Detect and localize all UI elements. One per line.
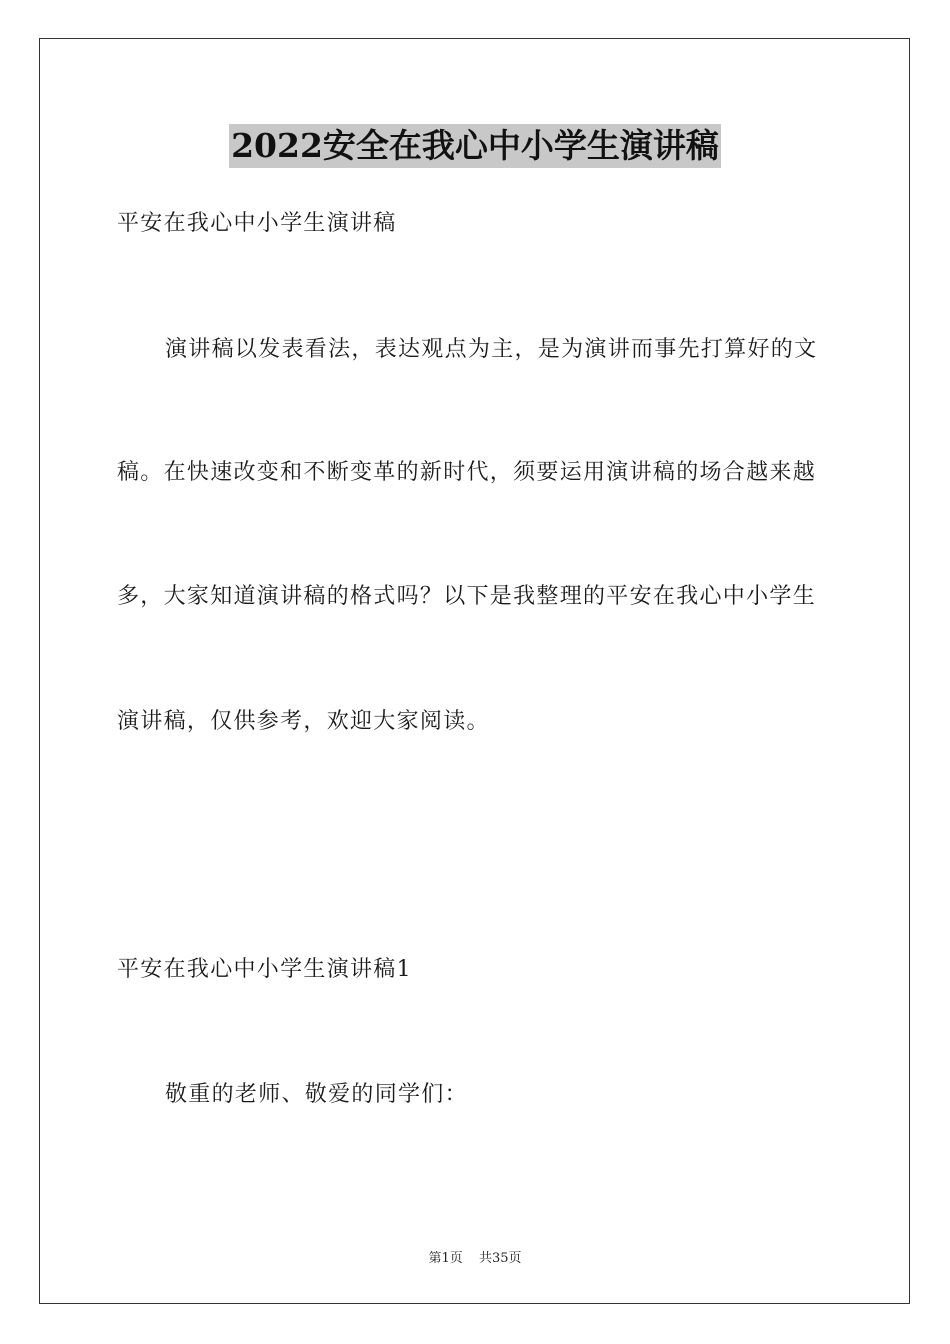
greeting: 敬重的老师、敬爱的同学们： (165, 1082, 468, 1107)
section-heading: 平安在我心中小学生演讲稿1 (117, 957, 412, 982)
document-title: 2022安全在我心中小学生演讲稿 (229, 124, 721, 168)
page-number-total: 共35页 (478, 1251, 522, 1266)
page-number-current: 第1页 (428, 1251, 463, 1266)
page-footer (0, 1247, 950, 1266)
intro-line-1: 演讲稿以发表看法，表达观点为主，是为演讲而事先打算好的文 (165, 337, 818, 362)
intro-line-2: 稿。在快速改变和不断变革的新时代，须要运用演讲稿的场合越来越 (117, 460, 817, 485)
intro-line-3: 多，大家知道演讲稿的格式吗？以下是我整理的平安在我心中小学生 (117, 584, 817, 609)
document-subtitle: 平安在我心中小学生演讲稿 (117, 211, 397, 236)
intro-line-4: 演讲稿，仅供参考，欢迎大家阅读。 (117, 709, 490, 734)
title-container (0, 124, 950, 168)
